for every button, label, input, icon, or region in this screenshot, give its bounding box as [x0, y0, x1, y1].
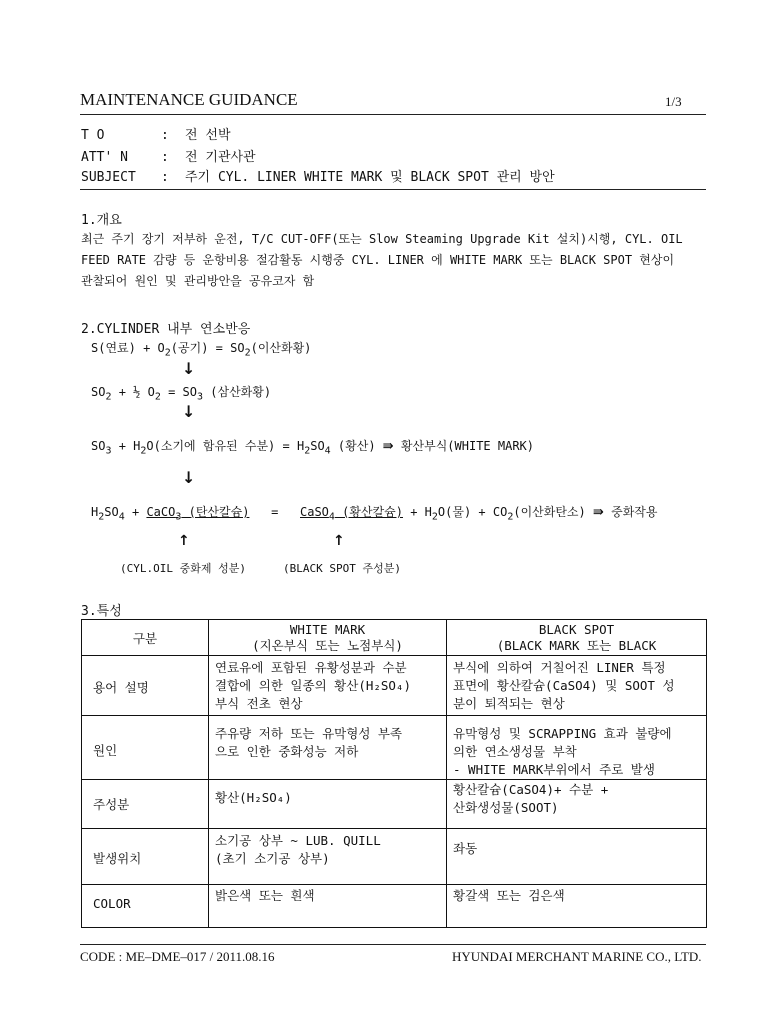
eq2-sub: 3	[197, 391, 204, 403]
meta-attn-label: ATT' N	[81, 150, 128, 165]
eq4-sub: 2	[98, 511, 105, 523]
table-header-white-mark: WHITE MARK (지온부식 또는 노점부식)	[252, 622, 403, 653]
eq4-sub: 4	[328, 511, 335, 523]
section1-line-1: 최근 주기 장기 저부하 운전, T/C CUT-OFF(또는 Slow Steaming Upgrade Kit 설치)시행, CYL. OIL	[81, 232, 683, 246]
arrow-up-left: ↑	[178, 533, 190, 549]
table-cell-white: 연료유에 포함된 유황성분과 수분 결합에 의한 일종의 황산(H₂SO₄) 부식 전초 현상	[215, 660, 412, 711]
eq4-part: CaCO	[146, 505, 176, 519]
eq4-sub: 4	[118, 511, 125, 523]
meta-subject-value: 주기 CYL. LINER WHITE MARK 및 BLACK SPOT 관리 방안	[185, 170, 555, 185]
arrow-down-3: ↓	[182, 468, 196, 487]
section1-heading: 1.개요	[81, 213, 122, 228]
table-cell-black: 황산칼슘(CaSO4)+ 수분 + 산화생성물(SOOT)	[453, 782, 609, 815]
document-title: MAINTENANCE GUIDANCE	[80, 90, 298, 109]
arrow-down-1: ↓	[182, 359, 196, 378]
meta-to-value: 전 선박	[185, 128, 231, 143]
table-cell-black: 부식에 의하여 거칠어진 LINER 특정 표면에 황산칼슘(CaSO4) 및 SOOT 성 분이 퇴적되는 현상	[453, 660, 675, 711]
table-cell-black: 황갈색 또는 검은색	[453, 888, 565, 903]
header-rule	[80, 114, 706, 115]
equation-4	[91, 503, 657, 522]
table-cell-white: 주유량 저하 또는 유막형성 부족 으로 인한 중화성능 저하	[215, 726, 403, 759]
eq2-sub: 2	[154, 391, 161, 403]
table-border	[706, 619, 707, 928]
eq4-part: (탄산칼슘)	[181, 505, 250, 519]
table-cell-black: 좌동	[453, 841, 478, 856]
arrow-up-right: ↑	[333, 533, 345, 549]
table-border	[81, 619, 82, 928]
meta-attn-value: 전 기관사관	[185, 150, 256, 165]
document-code: CODE : ME–DME–017 / 2011.08.16	[80, 949, 275, 964]
arrow-right-icon: ⇛	[382, 439, 394, 454]
table-cell-black: 유막형성 및 SCRAPPING 효과 불량에 의한 연소생성물 부착 - WHITE MARK부위에서 주로 발생	[453, 726, 672, 777]
eq1-part: (이산화황)	[250, 341, 312, 355]
caso4-term	[300, 505, 403, 523]
eq3-part: SO	[310, 439, 325, 453]
eq4-part: CaSO	[300, 505, 329, 519]
eq4-part: (이산화탄소)	[513, 505, 593, 519]
table-header-black-spot: BLACK SPOT (BLACK MARK 또는 BLACK	[496, 622, 657, 653]
eq2-sub: 2	[105, 391, 112, 403]
table-row-line	[81, 828, 707, 829]
note-black-spot: (BLACK SPOT 주성분)	[283, 562, 401, 575]
eq4-sub: 3	[175, 511, 182, 523]
eq4-part: =	[249, 505, 300, 519]
meta-attn	[81, 146, 256, 165]
footer-rule	[80, 944, 706, 945]
table-row-line	[81, 715, 707, 716]
table-cell-white: 밝은색 또는 흰색	[215, 888, 315, 903]
eq3-part: + H	[111, 439, 141, 453]
meta-subject	[81, 166, 555, 185]
eq3-part: 황산부식(WHITE MARK)	[393, 439, 534, 453]
arrow-right-icon: ⇛	[592, 505, 604, 520]
table-row-label: 주성분	[93, 797, 130, 812]
table-row-line	[81, 655, 707, 656]
eq2-part: (삼산화황)	[203, 385, 272, 399]
eq4-part: (황산칼슘)	[334, 505, 403, 519]
meta-subject-sep: :	[161, 170, 169, 185]
equation-3	[91, 437, 534, 456]
eq2-part: = SO	[160, 385, 197, 399]
eq3-sub: 2	[140, 445, 147, 457]
note-cyl-oil: (CYL.OIL 중화제 성분)	[120, 562, 246, 575]
meta-to-sep: :	[161, 128, 169, 143]
equation-1	[91, 339, 311, 358]
eq4-part: 중화작용	[603, 505, 658, 519]
arrow-down-2: ↓	[182, 402, 196, 421]
table-border	[81, 927, 707, 928]
page-number: 1/3	[665, 94, 682, 109]
eq3-part: (황산)	[330, 439, 383, 453]
eq4-part: +	[124, 505, 147, 519]
eq1-part: (공기) = SO	[170, 341, 245, 355]
meta-to	[81, 124, 231, 143]
eq4-part: H	[91, 505, 99, 519]
eq4-part: SO	[104, 505, 119, 519]
eq4-part: + H	[402, 505, 432, 519]
meta-rule	[80, 189, 706, 190]
eq3-part: SO	[91, 439, 106, 453]
table-cell-white: 황산(H₂SO₄)	[215, 790, 292, 805]
eq2-part: SO	[91, 385, 106, 399]
section1-line-3: 관찰되어 원인 및 관리방안을 공유코자 함	[81, 274, 315, 288]
table-row-label: 발생위치	[93, 851, 142, 866]
table-cell-white: 소기공 상부 ~ LUB. QUILL (초기 소기공 상부)	[215, 833, 381, 866]
caco3-term	[146, 505, 250, 523]
eq4-sub: 2	[507, 511, 514, 523]
eq3-sub: 4	[324, 445, 331, 457]
eq1-sub: 2	[164, 347, 171, 359]
eq1-part: S(연료) + O	[91, 341, 165, 355]
table-row-label: 용어 설명	[93, 680, 149, 695]
section1-line-2: FEED RATE 감량 등 운항비용 절감활동 시행중 CYL. LINER 에 WHITE MARK 또는 BLACK SPOT 현상이	[81, 253, 675, 267]
eq2-part: + ½ O	[111, 385, 155, 399]
eq1-sub: 2	[244, 347, 251, 359]
table-header-category: 구분	[132, 631, 158, 646]
section2-heading: 2.CYLINDER 내부 연소반응	[81, 322, 251, 337]
eq4-part: O(물) + CO	[437, 505, 508, 519]
company-name: HYUNDAI MERCHANT MARINE CO., LTD.	[452, 949, 702, 964]
meta-attn-sep: :	[161, 150, 169, 165]
eq4-sub: 2	[431, 511, 438, 523]
characteristics-table	[81, 619, 707, 928]
eq3-part: O(소기에 함유된 수분) = H	[146, 439, 305, 453]
meta-to-label: T O	[81, 128, 105, 143]
equation-2	[91, 383, 271, 402]
section3-heading: 3.특성	[81, 604, 122, 619]
meta-subject-label: SUBJECT	[81, 170, 136, 185]
table-row-label: COLOR	[93, 896, 131, 911]
table-row-label: 원인	[93, 743, 118, 758]
eq3-sub: 3	[105, 445, 112, 457]
eq3-sub: 2	[304, 445, 311, 457]
